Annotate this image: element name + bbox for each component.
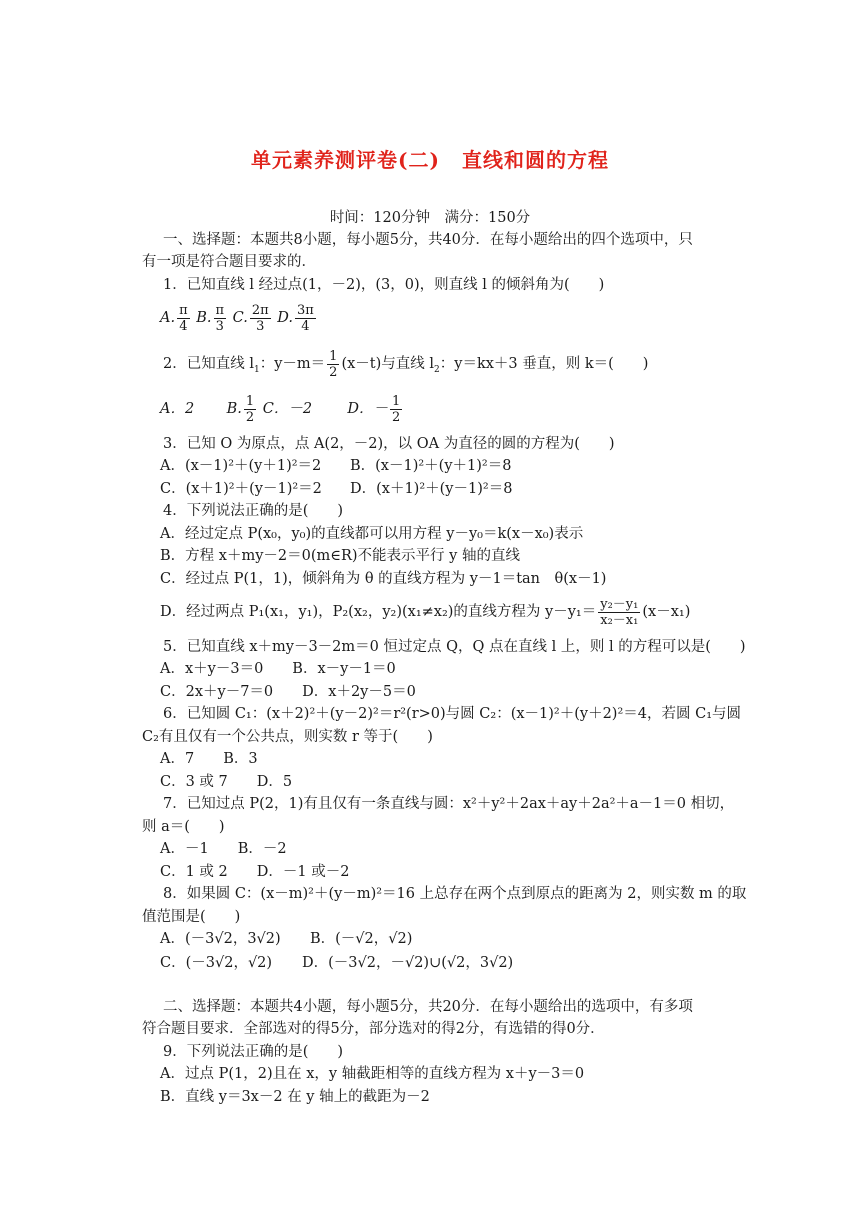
question-9-stem: 9．下列说法正确的是( ) xyxy=(163,1044,344,1060)
question-6-stem-line1: 6．已知圆 C₁：(x＋2)²＋(y－2)²＝r²(r>0)与圆 C₂：(x－1)²＋(y＋2)²＝4，若圆 C₁与圆 xyxy=(163,706,742,722)
q2-option-d: D．－ $\frac{1}{2}$ xyxy=(347,393,401,425)
question-7-stem-line2: 则 a＝( ) xyxy=(142,819,225,835)
q5-options-cd: C．2x＋y－7＝0 D．x＋2y－5＝0 xyxy=(160,684,416,700)
title-topic: 直线和圆的方程 xyxy=(461,148,609,172)
question-6-stem-line2: C₂有且仅有一个公共点，则实数 r 等于( ) xyxy=(142,729,433,745)
q4-option-a: A．经过定点 P(x₀，y₀)的直线都可以用方程 y－y₀＝k(x－x₀)表示 xyxy=(160,526,584,542)
q1-option-b: B. $\frac{\pi}{3}$ xyxy=(196,302,225,334)
q7-options-ab: A．－1 B．－2 xyxy=(160,841,287,857)
q8-option-d: D．(－3√2，－√2)∪(√2，3√2) xyxy=(302,955,514,971)
q7-options-cd: C．1 或 2 D．－1 或－2 xyxy=(160,864,350,880)
q5-options-ab: A．x＋y－3＝0 B．x－y－1＝0 xyxy=(160,661,396,677)
q3-option-b: B．(x－1)²＋(y＋1)²＝8 xyxy=(350,458,512,474)
section1-heading-line1: 一、选择题：本题共8小题，每小题5分，共40分．在每小题给出的四个选项中，只 xyxy=(163,232,693,248)
question-8-stem-line2: 值范围是( ) xyxy=(142,909,241,925)
q9-option-a: A．过点 P(1，2)且在 x，y 轴截距相等的直线方程为 x＋y－3＝0 xyxy=(160,1066,585,1082)
exam-meta: 时间：120分钟 满分：150分 xyxy=(329,210,531,226)
q1-option-c: C. $\frac{2\pi}{3}$ xyxy=(232,302,269,334)
q6-options-ab: A．7 B．3 xyxy=(160,751,258,767)
question-4-stem: 4．下列说法正确的是( ) xyxy=(163,503,344,519)
question-5-stem: 5．已知直线 x＋my－3－2m＝0 恒过定点 Q，Q 点在直线 l 上，则 l 的方程可以是( ) xyxy=(163,639,746,655)
q8-option-c: C．(－3√2，√2) xyxy=(160,955,273,971)
q1-option-a: A. $\frac{\pi}{4}$ xyxy=(160,302,188,334)
q2-option-c: C．－2 xyxy=(262,401,313,417)
section1-heading-line2: 有一项是符合题目要求的． xyxy=(142,254,316,270)
section2-heading-line2: 符合题目要求．全部选对的得5分，部分选对的得2分，有选错的得0分． xyxy=(142,1021,605,1037)
q4-option-b: B．方程 x＋my－2＝0(m∈R)不能表示平行 y 轴的直线 xyxy=(160,548,520,564)
q8-option-a: A．(－3√2，3√2) xyxy=(160,931,281,947)
section2-heading-line1: 二、选择题：本题共4小题，每小题5分，共20分．在每小题给出的选项中，有多项 xyxy=(163,999,693,1015)
question-7-stem-line1: 7．已知过点 P(2，1)有且仅有一条直线与圆：x²＋y²＋2ax＋ay＋2a²＋a－1＝0 相切， xyxy=(163,796,735,812)
question-2-options xyxy=(160,390,404,428)
title-main: 单元素养测评卷(二) xyxy=(251,148,440,172)
q3-option-a: A．(x－1)²＋(y＋1)²＝2 xyxy=(160,458,322,474)
q9-option-b: B．直线 y＝3x－2 在 y 轴上的截距为－2 xyxy=(160,1089,430,1105)
q8-option-b: B．(－√2，√2) xyxy=(310,931,413,947)
question-1-options xyxy=(160,299,318,337)
q2-option-b: B. $\frac{1}{2}$ xyxy=(226,393,255,425)
q1-option-d: D. $\frac{3\pi}{4}$ xyxy=(277,302,314,334)
q3-option-d: D．(x＋1)²＋(y－1)²＝8 xyxy=(350,481,513,497)
q3-option-c: C．(x＋1)²＋(y－1)²＝2 xyxy=(160,481,322,497)
page-title xyxy=(0,144,860,173)
q4-option-c: C．经过点 P(1，1)，倾斜角为 θ 的直线方程为 y－1＝tan θ(x－1) xyxy=(160,571,607,587)
q4-option-d: D．经过两点 P₁(x₁，y₁)，P₂(x₂，y₂)(x₁≠x₂)的直线方程为 y－y₁＝ $\frac{\text{y₂－y₁}}{\text{x₂－x₁}}$ (x－x₁) xyxy=(160,596,691,628)
question-8-stem-line1: 8．如果圆 C：(x－m)²＋(y－m)²＝16 上总存在两个点到原点的距离为 2，则实数 m 的取 xyxy=(163,886,747,902)
q6-options-cd: C．3 或 7 D．5 xyxy=(160,774,293,790)
question-2-stem: 2．已知直线 $l_1$：y－m＝ $\frac{1}{2}$ (x－t)与直线 $l_2$：y＝kx＋3 垂直，则 k＝( ) xyxy=(163,348,649,380)
question-1-stem: 1．已知直线 l 经过点(1，－2)，(3，0)，则直线 l 的倾斜角为( ) xyxy=(163,277,605,293)
question-3-stem: 3．已知 O 为原点，点 A(2，－2)，以 OA 为直径的圆的方程为( ) xyxy=(163,436,615,452)
q2-option-a: A．2 xyxy=(160,401,195,417)
